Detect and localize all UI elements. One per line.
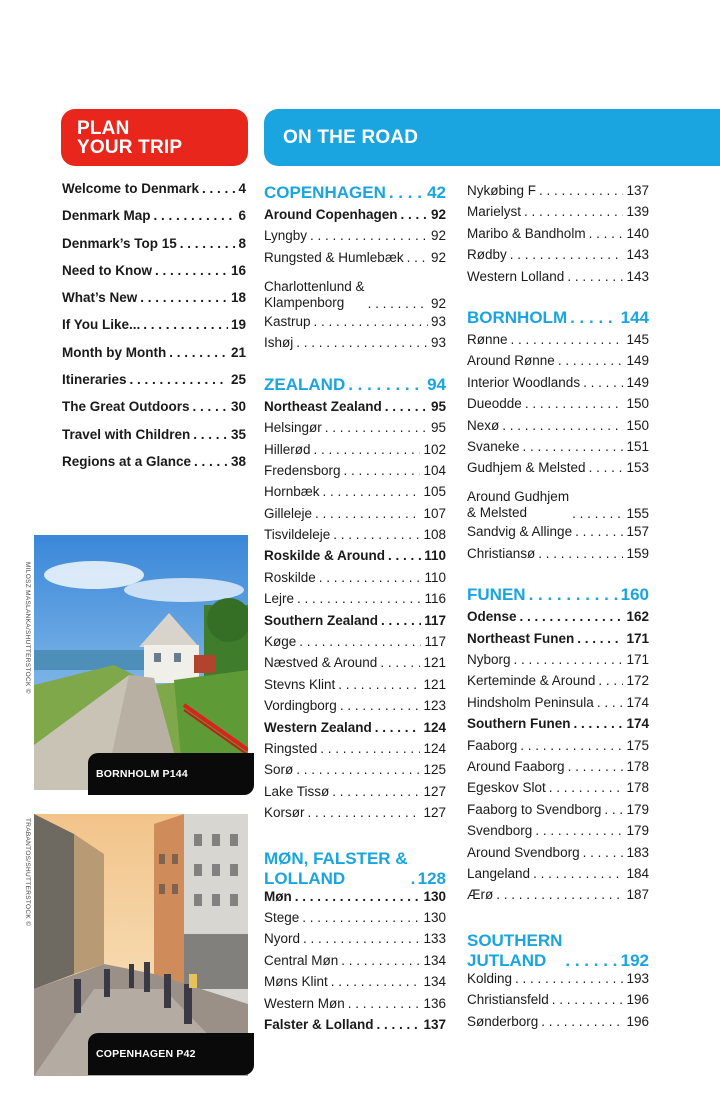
toc-entry-page: 19	[230, 317, 246, 333]
toc-entry-label: What’s New	[62, 290, 138, 306]
toc-entry-page: 6	[238, 208, 246, 224]
toc-entry[interactable]: Faaborg . . . 175	[467, 738, 649, 759]
plan-your-trip-tab	[61, 109, 248, 166]
toc-entry[interactable]: Møns Klint . . . 134	[264, 974, 446, 995]
toc-entry-label: Denmark Map	[62, 208, 151, 224]
toc-entry[interactable]: Næstved & Around . . . 121	[264, 655, 446, 676]
toc-entry[interactable]: Køge . . . 117	[264, 634, 446, 655]
toc-entry[interactable]: Northeast Zealand . . . 95	[264, 399, 446, 420]
plan-tab-line1: PLAN	[77, 118, 130, 139]
toc-entry[interactable]: Kolding . . . 193	[467, 971, 649, 992]
toc-entry[interactable]: Egeskov Slot . . . 178	[467, 780, 649, 801]
toc-entry[interactable]: Svendborg . . . 179	[467, 823, 649, 844]
bornholm-photo	[34, 535, 248, 790]
toc-entry[interactable]	[62, 181, 246, 208]
toc-entry[interactable]: Northeast Funen . . . 171	[467, 631, 649, 652]
on-the-road-tab: ON THE ROAD	[264, 109, 720, 166]
toc-entry[interactable]: Charlottenlund & Klampenborg . . . 92	[264, 271, 446, 314]
toc-entry[interactable]: Sønderborg . . . 196	[467, 1014, 649, 1035]
toc-entry[interactable]: Marielyst . . . 139	[467, 204, 649, 225]
toc-entry[interactable]	[62, 263, 246, 290]
toc-entry[interactable]: Odense . . . 162	[467, 609, 649, 630]
photo-credit: MILOSZ MASLANKA/SHUTTERSTOCK ©	[24, 562, 31, 694]
toc-entry[interactable]: Around Rønne . . . 149	[467, 353, 649, 374]
toc-entry[interactable]: Ringsted . . . 124	[264, 741, 446, 762]
toc-entry-page: 8	[238, 235, 246, 251]
toc-entry[interactable]: Nyord . . . 133	[264, 931, 446, 952]
toc-entry[interactable]: Nexø . . . 150	[467, 418, 649, 439]
toc-entry-label: Regions at a Glance	[62, 453, 192, 469]
toc-entry-label: Denmark’s Top 15	[62, 235, 177, 251]
toc-entry[interactable]	[62, 372, 246, 399]
toc-entry[interactable]: Gudhjem & Melsted . . . 153	[467, 460, 649, 481]
toc-entry[interactable]: Korsør . . . 127	[264, 805, 446, 826]
toc-entry[interactable]	[62, 399, 246, 426]
toc-entry[interactable]	[62, 317, 246, 344]
toc-entry[interactable]: Ærø . . . 187	[467, 887, 649, 908]
toc-entry-page: 4	[238, 181, 246, 196]
toc-entry[interactable]: Stevns Klint . . . 121	[264, 677, 446, 698]
toc-entry-label: The Great Outdoors	[62, 399, 190, 415]
plan-tab-line2: YOUR TRIP	[77, 137, 183, 158]
toc-entry-page: 30	[230, 399, 246, 415]
photo-credit: TRABANTOS/SHUTTERSTOCK ©	[24, 818, 31, 927]
toc-entry-page: 18	[230, 290, 246, 306]
toc-entry[interactable]: Sandvig & Allinge . . . 157	[467, 524, 649, 545]
toc-entry[interactable]: Faaborg to Svendborg . . . 179	[467, 802, 649, 823]
toc-entry[interactable]: Nykøbing F . . . 137	[467, 183, 649, 204]
toc-entry[interactable]: Rønne . . . 145	[467, 332, 649, 353]
toc-entry-page: 38	[230, 453, 246, 469]
copenhagen-caption[interactable]: COPENHAGEN P42	[88, 1033, 254, 1075]
toc-entry[interactable]: Central Møn . . . 134	[264, 953, 446, 974]
toc-entry[interactable]: Western Møn . . . 136	[264, 996, 446, 1017]
plan-trip-list	[62, 181, 246, 481]
toc-entry[interactable]: Svaneke . . . 151	[467, 439, 649, 460]
toc-entry-page: 25	[230, 372, 246, 388]
toc-entry[interactable]: Around Gudhjem & Melsted . . . 155	[467, 482, 649, 525]
toc-entry[interactable]: Around Copenhagen . . . 92	[264, 207, 446, 228]
toc-entry[interactable]: Gilleleje . . . 107	[264, 506, 446, 527]
toc-entry[interactable]: Around Svendborg . . . 183	[467, 845, 649, 866]
toc-entry[interactable]: Lake Tissø . . . 127	[264, 784, 446, 805]
region-heading-zealand[interactable]: ZEALAND . . . 94	[264, 375, 446, 399]
toc-entry-label: Welcome to Denmark	[62, 181, 200, 196]
toc-entry[interactable]: Western Lolland . . . 143	[467, 269, 649, 290]
toc-entry[interactable]	[62, 454, 246, 481]
toc-entry-label: Need to Know	[62, 262, 152, 278]
toc-entry-label: Itineraries	[62, 372, 127, 388]
region-heading-funen[interactable]: FUNEN . . . 160	[467, 585, 649, 609]
toc-entry[interactable]: Around Faaborg . . . 178	[467, 759, 649, 780]
toc-entry-label: Month by Month	[62, 344, 167, 360]
toc-entry[interactable]: Christiansfeld . . . 196	[467, 992, 649, 1013]
toc-entry[interactable]	[62, 290, 246, 317]
toc-entry[interactable]: Maribo & Bandholm . . . 140	[467, 226, 649, 247]
toc-entry[interactable]: Rødby . . . 143	[467, 247, 649, 268]
toc-entry[interactable]	[62, 236, 246, 263]
toc-entry[interactable]: Kerteminde & Around . . . 172	[467, 673, 649, 694]
toc-entry[interactable]: Sorø . . . 125	[264, 762, 446, 783]
toc-entry[interactable]: Helsingør . . . 95	[264, 420, 446, 441]
toc-entry[interactable]: Vordingborg . . . 123	[264, 698, 446, 719]
toc-entry[interactable]: Fredensborg . . . 104	[264, 463, 446, 484]
toc-entry[interactable]: Tisvildeleje . . . 108	[264, 527, 446, 548]
toc-entry[interactable]: Southern Funen . . . 174	[467, 716, 649, 737]
toc-entry[interactable]	[62, 427, 246, 454]
region-heading-mon-falster-lolland[interactable]: MØN, FALSTER & LOLLAND . . . 128	[264, 845, 446, 889]
toc-entry[interactable]: Møn . . . 130	[264, 889, 446, 910]
toc-entry[interactable]: Hindsholm Peninsula . . . 174	[467, 695, 649, 716]
toc-entry[interactable]: Roskilde . . . 110	[264, 570, 446, 591]
toc-entry-page: 35	[230, 426, 246, 442]
region-heading-southern-jutland[interactable]: SOUTHERN JUTLAND . . . 192	[467, 927, 649, 971]
toc-entry[interactable]: Interior Woodlands . . . 149	[467, 375, 649, 396]
toc-entry[interactable]: Kastrup . . . 93	[264, 314, 446, 335]
toc-entry[interactable]: Western Zealand . . . 124	[264, 720, 446, 741]
toc-entry[interactable]: Lyngby . . . 92	[264, 228, 446, 249]
toc-entry[interactable]: Rungsted & Humlebæk . . . 92	[264, 250, 446, 271]
toc-entry[interactable]: Dueodde . . . 150	[467, 396, 649, 417]
toc-entry-label: Travel with Children	[62, 426, 191, 442]
toc-entry[interactable]: Hillerød . . . 102	[264, 442, 446, 463]
toc-entry[interactable]: Christiansø . . . 159	[467, 546, 649, 567]
toc-entry-label: If You Like...	[62, 317, 141, 333]
bornholm-caption[interactable]: BORNHOLM P144	[88, 753, 254, 795]
toc-entry[interactable]: Lejre . . . 116	[264, 591, 446, 612]
toc-entry[interactable]: Nyborg . . . 171	[467, 652, 649, 673]
region-heading-bornholm[interactable]: BORNHOLM . . . 144	[467, 308, 649, 332]
toc-entry[interactable]: Roskilde & Around . . . 110	[264, 548, 446, 569]
toc-entry[interactable]: Southern Zealand . . . 117	[264, 613, 446, 634]
toc-entry-page: 21	[230, 344, 246, 360]
toc-entry[interactable]: Falster & Lolland . . . 137	[264, 1017, 446, 1038]
toc-entry[interactable]	[62, 345, 246, 372]
toc-column-left	[264, 183, 446, 1038]
toc-entry[interactable]: Hornbæk . . . 105	[264, 484, 446, 505]
toc-entry[interactable]	[62, 208, 246, 235]
toc-entry[interactable]: Stege . . . 130	[264, 910, 446, 931]
toc-entry[interactable]: Langeland . . . 184	[467, 866, 649, 887]
toc-entry-page: 16	[230, 262, 246, 278]
toc-column-right	[467, 183, 649, 1035]
toc-entry[interactable]: Ishøj . . . 93	[264, 335, 446, 356]
region-heading-copenhagen[interactable]: COPENHAGEN . . . 42	[264, 183, 446, 207]
